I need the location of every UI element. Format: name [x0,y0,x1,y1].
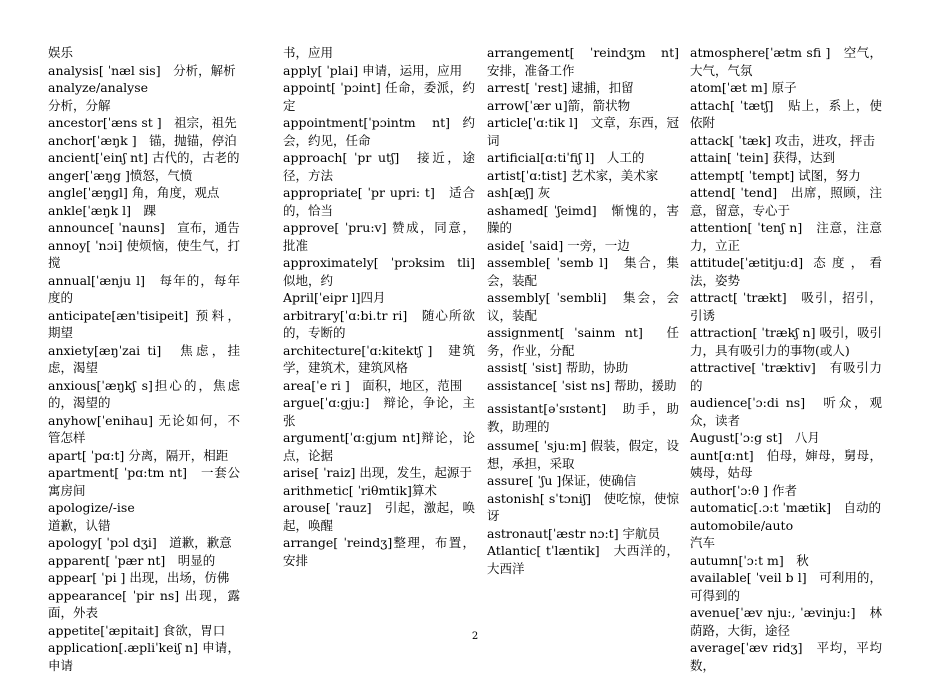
dictionary-entry: average[ˈæv ridʒ] 平均，平均数， [690,640,882,673]
dictionary-entry: ankle[ˈæŋk l] 踝 [48,202,157,218]
dictionary-entry: audience[ˈɔ:di ns] 听众，观众，读者 [690,395,882,428]
dictionary-entry: attract[ ˈtrækt] 吸引，招引，引诱 [690,290,882,323]
dictionary-entry: arrangement[ ˈreindʒm nt] 安排，准备工作 [487,45,692,78]
dictionary-entry: argument[ˈɑ:gjum nt]辩论，论点，论据 [283,430,475,463]
dictionary-entry: ash[æʃ] 灰 [487,185,551,200]
dictionary-entry: anger[ˈæŋg ]愤怒，气愤 [48,167,193,183]
dictionary-entry: assist[ ˈsist] 帮助，协助 [487,360,629,375]
dictionary-entry: arrest[ ˈrest] 逮捕，扣留 [487,80,634,95]
dictionary-entry: April[ˈeipr l]四月 [283,290,386,305]
dictionary-entry: attitude[ˈætitju:d] 态度，看法，姿势 [690,255,882,288]
dictionary-entry: application[.æpliˈkeiʃ n] 申请，申请 [48,640,240,673]
dictionary-entry: author[ˈɔ:θ ] 作者 [690,482,797,498]
dictionary-entry: arrange[ ˈreindʒ]整理，布置，安排 [283,535,475,568]
dictionary-entry: arbitrary[ˈɑ:bi.tr ri] 随心所欲的，专断的 [283,307,475,340]
dictionary-entry: anxious[ˈæŋkʃ s]担心的，焦虑的，渴望的 [48,377,240,410]
dictionary-entry: arouse[ ˈrauz] 引起，激起，唤起，唤醒 [283,500,475,533]
dictionary-entry: autumn[ˈɔ:t m] 秋 [690,552,809,568]
dictionary-entry: apartment[ ˈpɑ:tm nt] 一套公寓房间 [48,465,240,498]
dictionary-entry: anchor[ˈæŋk ] 锚，抛锚，停泊 [48,132,237,148]
dictionary-entry: assure[ ˈʃu ]保证，使确信 [487,473,637,488]
dictionary-entry: 道歉，认错 [48,517,111,533]
dictionary-entry: apparent[ ˈpær nt] 明显的 [48,552,216,568]
dictionary-entry: Atlantic[ tˈlæntik] 大西洋的，大西洋 [487,543,679,576]
dictionary-entry: approach[ ˈpr utʃ] 接近，途径，方法 [283,150,475,183]
dictionary-entry: attraction[ ˈtrækʃ n] 吸引，吸引力，具有吸引力的事物(或人) [690,325,882,358]
dictionary-entry: assistance[ ˈsist ns] 帮助，援助 [487,377,677,393]
dictionary-entry: annoy[ ˈnɔi] 使烦恼，使生气，打搅 [48,237,240,270]
dictionary-entry: avenue[ˈæv nju:, ˈævinju:] 林荫路，大街，途径 [690,605,882,638]
dictionary-entry: apply[ ˈplai] 申请，运用，应用 [283,62,463,78]
dictionary-entry: appearance[ ˈpir ns] 出现，露面，外表 [48,587,240,620]
dictionary-entry: astonish[ sˈtɔniʃ] 使吃惊，使惊讶 [487,490,679,523]
dictionary-entry: astronaut[ˈæstr nɔ:t] 宇航员 [487,525,661,541]
dictionary-entry: automatic[.ɔ:t ˈmætik] 自动的 [690,500,881,515]
dictionary-entry: aside[ ˈsaid] 一旁，一边 [487,237,630,253]
dictionary-entry: appetite[ˈæpitait] 食欲，胃口 [48,622,226,638]
dictionary-entry: ancestor[ˈæns st ] 祖宗，祖先 [48,115,237,130]
dictionary-entry: 娱乐 [48,45,74,60]
dictionary-entry: attack[ ˈtæk] 攻击，进攻，抨击 [690,132,876,148]
dictionary-entry: assume[ ˈsju:m] 假装，假定，设想，承担，采取 [487,438,679,471]
dictionary-entry: 汽车 [690,535,716,550]
dictionary-entry: arrow[ˈær u]箭，箭状物 [487,97,631,113]
dictionary-entry: attractive[ ˈtræktiv] 有吸引力的 [690,360,882,393]
dictionary-entry: attach[ ˈtætʃ] 贴上，系上，使依附 [690,97,882,130]
dictionary-entry: article[ˈɑ:tik l] 文章，东西，冠词 [487,115,679,148]
dictionary-entry: assistant[əˈsɪstənt] 助手，助教，助理的 [487,401,679,434]
dictionary-entry: argue[ˈɑ:gju:] 辩论，争论，主张 [283,395,475,428]
dictionary-entry: artist[ˈɑ:tist] 艺术家，美术家 [487,167,659,183]
dictionary-entry: attempt[ ˈtempt] 试图，努力 [690,167,861,183]
dictionary-entry: appropriate[ ˈpr upri: t] 适合的，恰当 [283,185,475,218]
dictionary-entry: announce[ ˈnauns] 宣布，通告 [48,220,240,235]
column-2 [283,44,475,569]
dictionary-entry: August[ˈɔ:g st] 八月 [690,430,820,445]
dictionary-entry: appear[ ˈpi ] 出现，出场，仿佛 [48,570,230,585]
dictionary-entry: 书，应用 [283,45,334,60]
dictionary-entry: ancient[ˈeinʃ nt] 古代的，古老的 [48,150,240,165]
dictionary-entry: artificial[ɑ:tiˈfiʃ l] 人工的 [487,150,645,165]
dictionary-entry: attain[ ˈtein] 获得，达到 [690,150,836,165]
dictionary-entry: appointment[ˈpɔintm nt]约会，约见，任命 [283,115,475,148]
column-3 [487,44,692,577]
dictionary-entry: angle[ˈæŋgl] 角，角度，观点 [48,185,220,200]
dictionary-entry: approximately[ ˈprɔksim tli] 似地，约 [283,255,475,288]
dictionary-entry: automobile/auto [690,517,794,533]
dictionary-entry: analyze/analyse [48,80,149,95]
page-number: 2 [471,631,479,642]
dictionary-entry: architecture[ˈɑ:kitektʃ ] 建筑学，建筑术，建筑风格 [283,342,475,375]
dictionary-entry: attend[ ˈtend] 出席，照顾，注意，留意，专心于 [690,185,882,218]
dictionary-entry: 分析，分解 [48,97,111,113]
dictionary-entry: area[ˈe ri ] 面积，地区，范围 [283,377,463,393]
dictionary-entry: annual[ˈænju l] 每年的，每年度的 [48,272,240,305]
column-4 [690,44,882,674]
dictionary-entry: ashamed[ ˈʃeimd] 惭愧的，害臊的 [487,202,679,235]
dictionary-entry: anticipate[æn'tisipeit] 预料，期望 [48,307,240,340]
dictionary-entry: apology[ ˈpɔl dʒi] 道歉，歉意 [48,535,232,550]
dictionary-entry: apart[ ˈpɑ:t] 分离，隔开，相距 [48,447,229,463]
dictionary-entry: attention[ ˈtenʃ n] 注意，注意力，立正 [690,220,882,253]
dictionary-entry: apologize/-ise [48,500,135,515]
dictionary-entry: analysis[ ˈnæl sis] 分析，解析 [48,62,236,78]
column-1 [48,44,240,674]
dictionary-entry: assignment[ ˈsainm nt] 任务，作业，分配 [487,325,679,358]
dictionary-entry: atom[ˈæt m] 原子 [690,80,797,95]
dictionary-entry: atmosphere[ˈætm sfi ] 空气，大气，气氛 [690,45,882,78]
dictionary-entry: aunt[ɑ:nt] 伯母，婶母，舅母，姨母，姑母 [690,447,882,480]
dictionary-entry: anyhow[ˈenihau] 无论如何，不管怎样 [48,412,240,445]
dictionary-entry: arithmetic[ ˈriθmtik]算术 [283,482,437,498]
dictionary-entry: arise[ ˈraiz] 出现，发生，起源于 [283,465,472,480]
dictionary-entry: appoint[ ˈpɔint] 任命，委派，约定 [283,80,475,113]
dictionary-entry: assemble[ ˈsemb l] 集合，集会，装配 [487,255,679,288]
dictionary-entry: available[ ˈveil b l] 可利用的，可得到的 [690,570,882,603]
dictionary-entry: approve[ ˈpru:v] 赞成，同意，批准 [283,220,475,253]
dictionary-entry: assembly[ ˈsembli] 集会，会议，装配 [487,290,679,323]
dictionary-entry: anxiety[æŋˈzai ti] 焦虑，挂虑，渴望 [48,342,240,375]
